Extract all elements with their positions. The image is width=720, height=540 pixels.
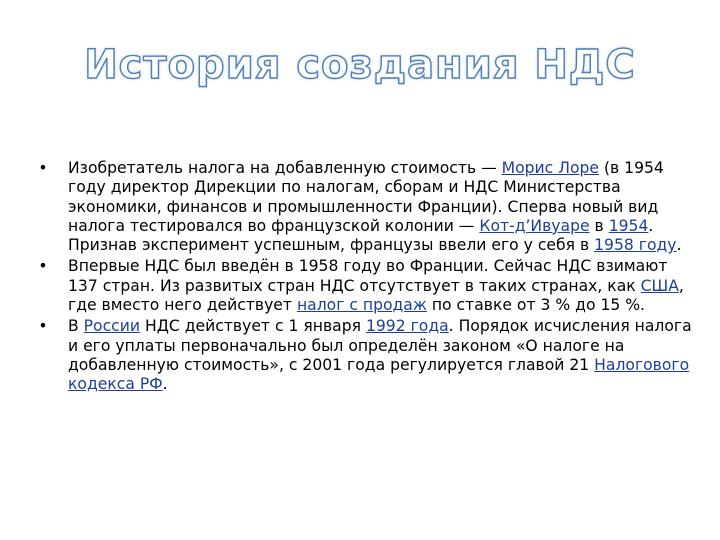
hyperlink[interactable]: США: [640, 276, 679, 295]
bullet-marker: •: [38, 159, 48, 177]
bullet-text: . Порядок исчисления налога и его уплаты первоначально был определён законом «О налоге на добавленную стоимость», с 2001 года регулируется главой 21: [68, 317, 692, 374]
bullet-marker: •: [38, 257, 48, 276]
bullet-text: НДС действует с 1 января: [140, 317, 366, 336]
bullet-marker: •: [38, 317, 48, 336]
bullet-text: Впервые НДС был введён в 1958 году во Франции. Сейчас НДС взимают 137 стран. Из развитых стран НДС отсутствует в таких странах, как: [68, 257, 668, 295]
bullet-text: по ставке от 3 % до 15 %.: [426, 296, 646, 315]
slide-title: История создания НДС: [84, 42, 636, 88]
bullet-item: [36, 159, 696, 255]
bullet-text: .: [676, 236, 682, 255]
hyperlink[interactable]: 1954: [608, 216, 649, 235]
hyperlink[interactable]: России: [83, 317, 141, 336]
hyperlink[interactable]: Кот-д’Ивуаре: [479, 216, 590, 235]
hyperlink[interactable]: Налогового кодекса РФ: [68, 355, 690, 394]
bullet-text: , где вместо него действует: [68, 276, 684, 315]
bullet-list: [36, 159, 696, 397]
bullet-text: (в 1954 году директор Дирекции по налогам, сборам и НДС Министерства экономики, финансов и промышленности Франции). Сперва новый вид налога тестировался во французской колонии —: [68, 159, 664, 235]
bullet-text: . Признав эксперимент успешным, французы ввели его у себя в: [68, 216, 654, 255]
bullet-text: В: [68, 317, 84, 336]
bullet-item: [36, 317, 696, 394]
title-area: [0, 42, 720, 88]
hyperlink[interactable]: налог с продаж: [296, 296, 427, 315]
bullet-text: в: [589, 216, 609, 235]
bullet-text: .: [162, 375, 168, 394]
hyperlink[interactable]: 1992 года: [365, 317, 449, 336]
bullet-item: [36, 257, 696, 315]
hyperlink[interactable]: Морис Лоре: [501, 159, 599, 177]
bullet-text: Изобретатель налога на добавленную стоимость —: [68, 159, 502, 177]
hyperlink[interactable]: 1958 году: [594, 236, 677, 255]
